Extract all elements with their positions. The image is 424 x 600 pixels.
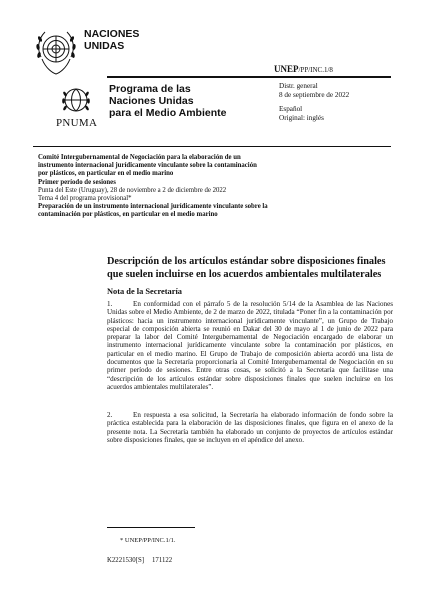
document-title: Descripción de los artículos estándar sobre disposiciones finales que suelen incluirse en los acuerdos ambientales multilaterales xyxy=(107,256,386,280)
header-rule-top xyxy=(107,76,391,78)
agenda-title: Preparación de un instrumento internacional jurídicamente vinculante sobre la contaminación por plásticos, en particular en el medio marino xyxy=(38,203,268,219)
footnote-rule xyxy=(107,527,195,528)
un-name-line1: NACIONES xyxy=(84,28,140,40)
session-name: Primer período de sesiones xyxy=(38,178,116,186)
footnote: * UNEP/PP/INC.1/1. xyxy=(120,537,176,544)
header-rule-mid xyxy=(33,146,391,147)
paragraph-number: 1. xyxy=(107,300,113,308)
program-name-line3: para el Medio Ambiente xyxy=(109,107,227,119)
job-date-code: 171122 xyxy=(152,557,173,564)
paragraph-number: 2. xyxy=(107,411,113,419)
issue-date: 8 de septiembre de 2022 xyxy=(279,91,350,99)
un-name-line2: UNIDAS xyxy=(84,40,125,52)
document-symbol-main: UNEP xyxy=(274,64,299,74)
document-symbol-suffix: /PP/INC.1/8 xyxy=(298,66,333,74)
un-name xyxy=(84,28,139,52)
place-dates: Punta del Este (Uruguay), 28 de noviembre a 2 de diciembre de 2022 xyxy=(38,186,227,194)
paragraph xyxy=(107,411,393,444)
document-symbol xyxy=(274,64,333,74)
document-code xyxy=(107,557,180,564)
meeting-info xyxy=(38,154,268,220)
pnuma-label: PNUMA xyxy=(56,117,98,129)
unep-logo-icon xyxy=(61,86,91,118)
paragraph xyxy=(107,300,393,391)
program-name xyxy=(109,83,269,119)
committee-name: Comité Intergubernamental de Negociación para la elaboración de un instrumento internacional jurídicamente vinculante sobre la contaminación por plásticos, en particular en el medio marino xyxy=(38,154,257,178)
language: Español xyxy=(279,105,303,113)
original-language: Original: inglés xyxy=(279,114,324,122)
program-name-line1: Programa de las xyxy=(109,83,191,95)
document-meta xyxy=(279,82,349,123)
document-subtitle: Nota de la Secretaría xyxy=(107,287,182,296)
program-name-line2: Naciones Unidas xyxy=(109,95,194,107)
paragraph-text: En conformidad con el párrafo 5 de la resolución 5/14 de la Asamblea de las Naciones Unidas sobre el Medio Ambiente, de 2 de marzo de 2022, titulada “Poner fin a la contaminación por plásticos: hacia un instrumento internacional jurídicamente vinculante”, un Grupo de Trabajo especial de composición abierta se reunió en Dakar del 30 de mayo al 1 de junio de 2022 para preparar la labor del Comité Intergubernamental de Negociación encargado de elaborar un instrumento internacional jurídicamente vinculante sobre la contaminación por plásticos, en particular en el medio marino. El Grupo de Trabajo de composición abierta acordó una lista de documentos que la Secretaría proporcionaría al Comité Intergubernamental de Negociación en su primer período de sesiones. Entre otras cosas, se solicitó a la Secretaría que facilitase una “descripción de los artículos estándar sobre disposiciones finales que suelen incluirse en los acuerdos ambientales multilaterales”. xyxy=(107,300,393,391)
job-number: K2221530[S] xyxy=(107,557,145,564)
paragraph-text: En respuesta a esa solicitud, la Secretaría ha elaborado información de fondo sobre la práctica establecida para la elaboración de las disposiciones finales, que figura en el anexo de la presente nota. La Secretaría también ha elaborado un conjunto de proyectos de artículos estándar sobre disposiciones finales, que se incluyen en el apéndice del anexo. xyxy=(107,411,393,444)
distribution: Distr. general xyxy=(279,82,318,90)
un-emblem-icon xyxy=(33,27,79,77)
agenda-item: Tema 4 del programa provisional* xyxy=(38,195,132,203)
